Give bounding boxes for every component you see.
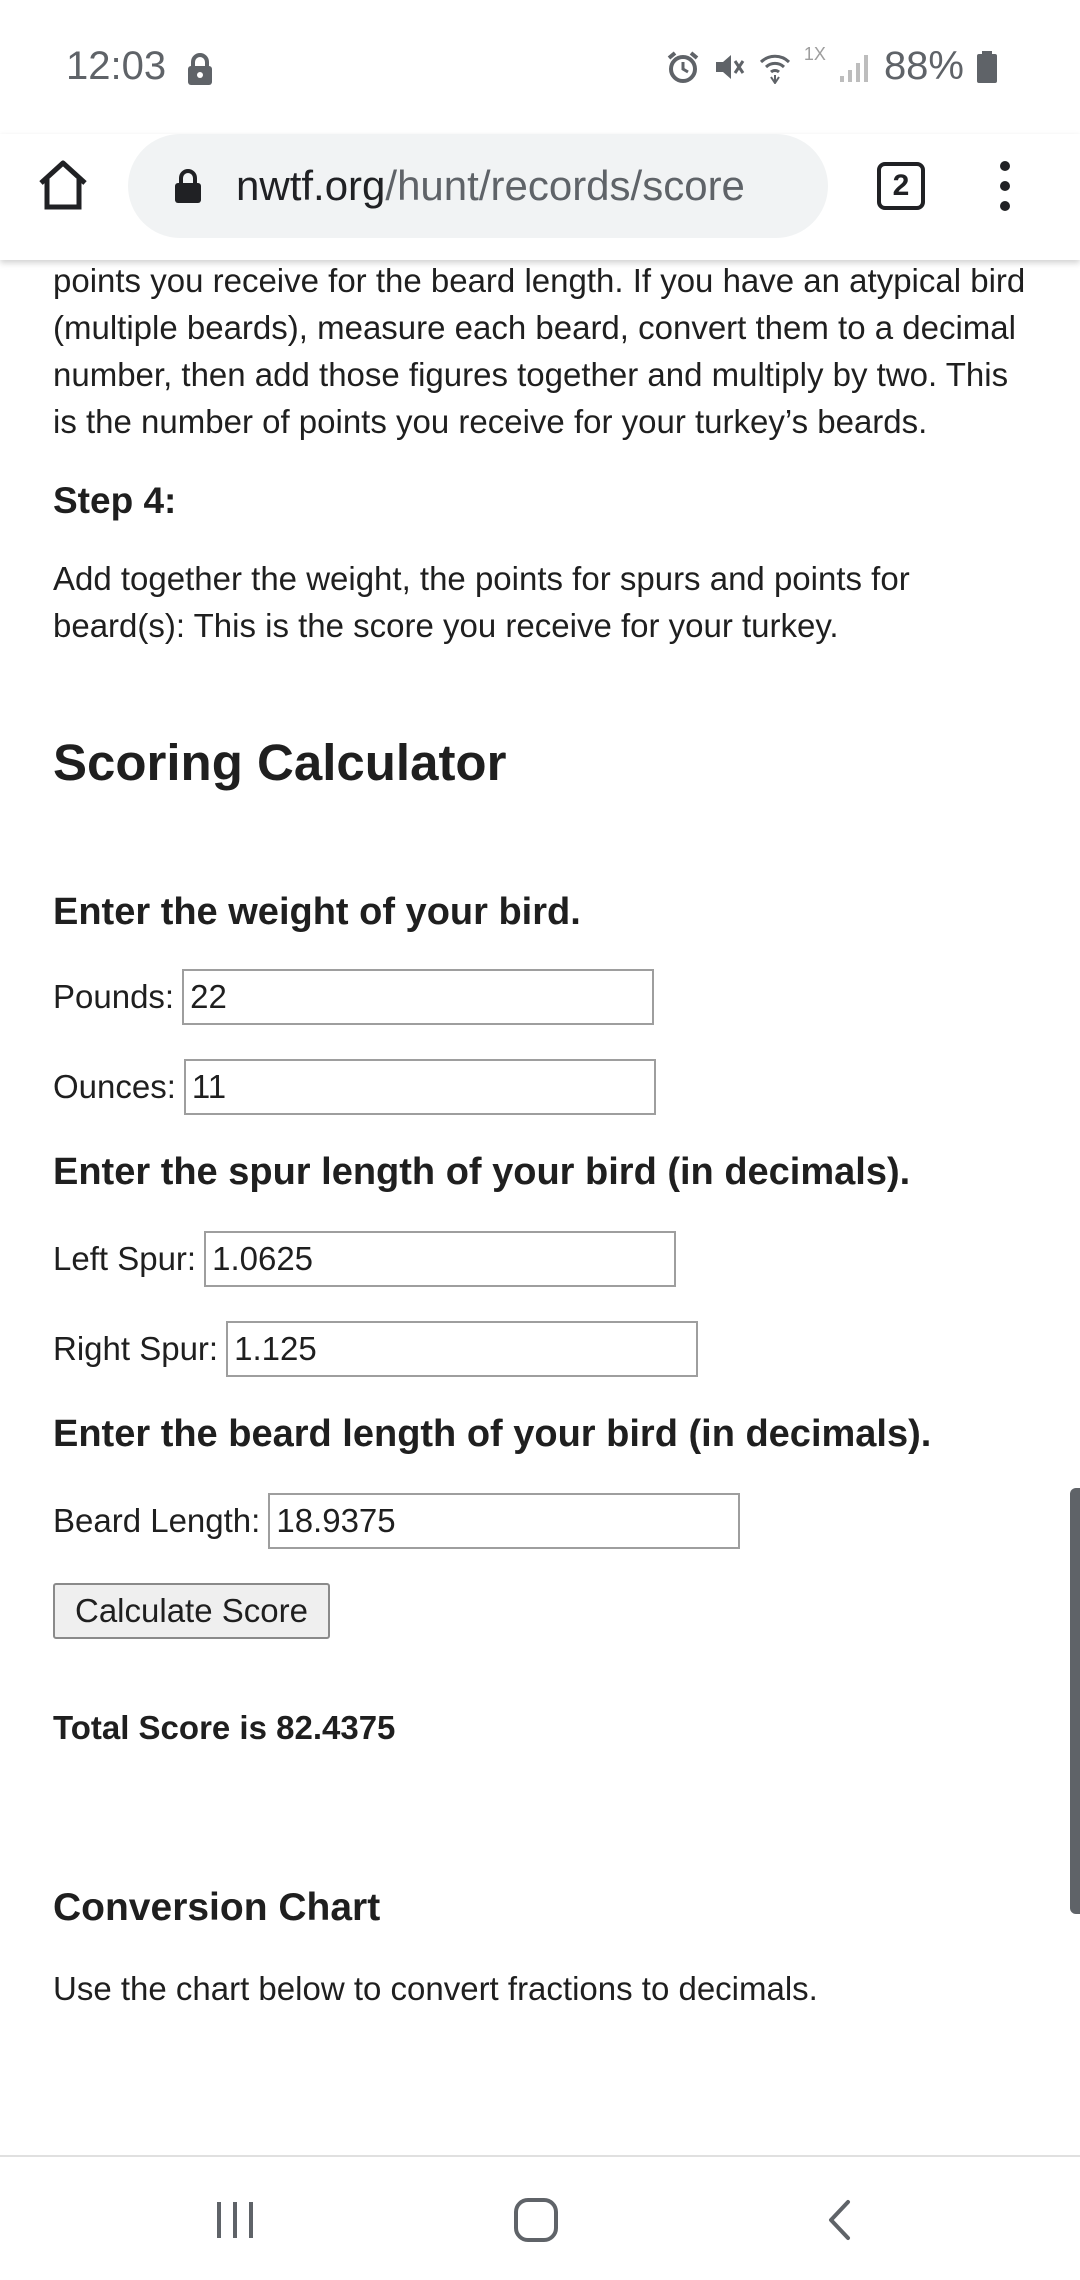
total-score: Total Score is 82.4375 <box>53 1709 396 1746</box>
url-text[interactable] <box>236 162 745 210</box>
pounds-label: Pounds: <box>53 978 175 1015</box>
secure-lock-icon[interactable] <box>174 168 202 204</box>
recent-apps-icon[interactable] <box>212 2197 258 2243</box>
system-nav-bar <box>0 2155 1080 2280</box>
home-nav-icon[interactable] <box>513 2197 559 2243</box>
browser-toolbar <box>0 134 1080 260</box>
beard-heading: Enter the beard length of your bird (in decimals). <box>53 1413 932 1455</box>
beard-row <box>53 1493 1027 1549</box>
step4-paragraph: Add together the weight, the points for spurs and points for beard(s): This is the score you receive for your turkey. <box>53 560 910 644</box>
signal-icon <box>838 50 872 84</box>
battery-icon <box>976 50 998 84</box>
step4-heading: Step 4: <box>53 480 177 521</box>
beard-length-label: Beard Length: <box>53 1502 261 1539</box>
conversion-chart-title: Conversion Chart <box>53 1886 381 1929</box>
battery-percent: 88% <box>883 44 964 88</box>
page-content <box>0 260 1080 2155</box>
calculator-title: Scoring Calculator <box>53 734 507 791</box>
status-bar <box>0 0 1080 134</box>
ounces-input[interactable] <box>184 1059 656 1115</box>
lock-status-icon <box>186 52 214 86</box>
spur-heading: Enter the spur length of your bird (in decimals). <box>53 1151 911 1193</box>
back-icon[interactable] <box>818 2197 864 2243</box>
address-bar[interactable] <box>128 134 828 238</box>
calculate-score-button[interactable]: Calculate Score <box>53 1583 330 1639</box>
ounces-label: Ounces: <box>53 1068 176 1105</box>
beard-length-input[interactable] <box>268 1493 740 1549</box>
status-time: 12:03 <box>66 44 167 88</box>
tab-switcher-button[interactable]: 2 <box>877 162 925 210</box>
home-icon[interactable] <box>36 158 90 212</box>
url-host: nwtf.org <box>236 162 386 209</box>
conversion-chart-text: Use the chart below to convert fractions to decimals. <box>53 1970 818 2007</box>
alarm-icon <box>666 50 700 84</box>
pounds-input[interactable] <box>182 969 654 1025</box>
url-path: /hunt/records/score <box>385 162 745 209</box>
page-scrollbar[interactable] <box>1070 1488 1080 1914</box>
weight-heading: Enter the weight of your bird. <box>53 891 581 933</box>
right-spur-label: Right Spur: <box>53 1330 219 1367</box>
mute-icon <box>712 50 746 84</box>
left-spur-row <box>53 1231 1027 1287</box>
left-spur-input[interactable] <box>204 1231 676 1287</box>
wifi-icon <box>758 50 792 84</box>
network-label: 1X <box>803 44 826 64</box>
right-spur-row <box>53 1321 1027 1377</box>
pounds-row <box>53 969 1027 1025</box>
overflow-menu-icon[interactable] <box>990 156 1020 216</box>
right-spur-input[interactable] <box>226 1321 698 1377</box>
left-spur-label: Left Spur: <box>53 1240 197 1277</box>
ounces-row <box>53 1059 1027 1115</box>
status-icons <box>666 44 998 89</box>
intro-paragraph: points you receive for the beard length. If you have an atypical bird (multiple beards), measure each beard, convert them to a decimal number, then add those figures together and multiply by two. This is the number of points you receive for your turkey’s beards. <box>53 262 1026 440</box>
